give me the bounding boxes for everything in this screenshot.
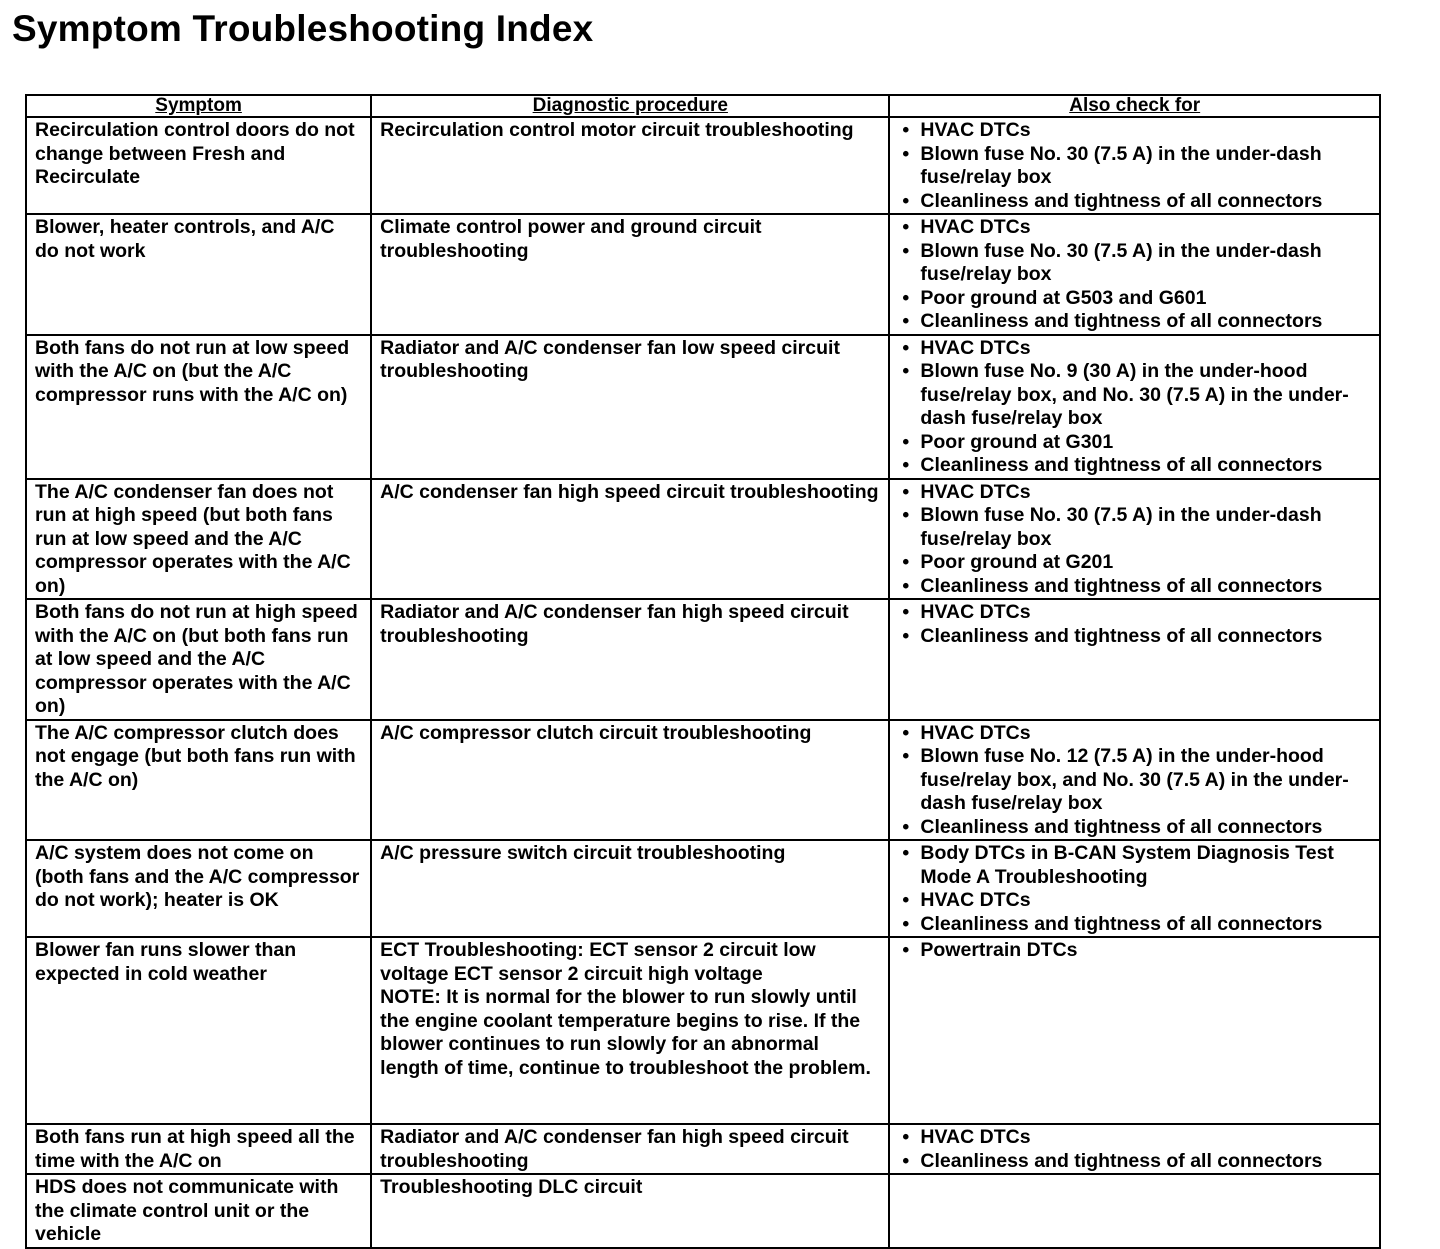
procedure-text: ECT Troubleshooting: ECT sensor 2 circuit low voltage ECT sensor 2 circuit high voltage bbox=[380, 939, 816, 985]
check-item: • Poor ground at G301 bbox=[898, 431, 1371, 455]
also-check-cell bbox=[889, 599, 1380, 720]
procedure-cell bbox=[371, 1124, 889, 1174]
symptom-cell: Both fans do not run at high speed with the A/C on (but both fans run at low speed and the A/C compressor operates with the A/C on) bbox=[26, 599, 371, 720]
procedure-cell bbox=[371, 117, 889, 214]
procedure-text: Recirculation control motor circuit troubleshooting bbox=[380, 119, 854, 141]
check-item: • HVAC DTCs bbox=[898, 481, 1371, 505]
symptom-cell: Both fans do not run at low speed with the A/C on (but the A/C compressor runs with the A/C on) bbox=[26, 335, 371, 479]
table-row bbox=[26, 937, 1380, 1124]
check-list bbox=[898, 1126, 1371, 1173]
also-check-cell bbox=[889, 335, 1380, 479]
table-row bbox=[26, 1174, 1380, 1248]
check-item: • Cleanliness and tightness of all connectors bbox=[898, 454, 1371, 478]
procedure-text: Radiator and A/C condenser fan high speed circuit troubleshooting bbox=[380, 1126, 849, 1172]
check-item: • HVAC DTCs bbox=[898, 119, 1371, 143]
table-row bbox=[26, 117, 1380, 214]
check-list bbox=[898, 119, 1371, 213]
check-item: • Poor ground at G201 bbox=[898, 551, 1371, 575]
symptom-cell: Recirculation control doors do not change between Fresh and Recirculate bbox=[26, 117, 371, 214]
table-row bbox=[26, 720, 1380, 841]
check-list bbox=[898, 601, 1371, 648]
also-check-cell bbox=[889, 479, 1380, 600]
procedure-cell bbox=[371, 214, 889, 335]
table-row bbox=[26, 599, 1380, 720]
also-check-cell bbox=[889, 117, 1380, 214]
procedure-cell bbox=[371, 720, 889, 841]
procedure-cell bbox=[371, 599, 889, 720]
header-procedure: Diagnostic procedure bbox=[371, 95, 889, 117]
check-item: • Powertrain DTCs bbox=[898, 939, 1371, 963]
header-symptom: Symptom bbox=[26, 95, 371, 117]
check-list bbox=[898, 842, 1371, 936]
procedure-text: A/C compressor clutch circuit troubleshooting bbox=[380, 721, 812, 744]
procedure-text: Climate control power and ground circuit troubleshooting bbox=[380, 216, 762, 262]
symptom-cell: Blower, heater controls, and A/C do not work bbox=[26, 214, 371, 335]
symptom-cell: Blower fan runs slower than expected in cold weather bbox=[26, 937, 371, 1124]
header-row bbox=[26, 95, 1380, 117]
check-item: • Blown fuse No. 9 (30 A) in the under-hood fuse/relay box, and No. 30 (7.5 A) in the under-dash fuse/relay box bbox=[898, 360, 1371, 431]
also-check-cell bbox=[889, 1124, 1380, 1174]
check-item: • Cleanliness and tightness of all connectors bbox=[898, 575, 1371, 599]
check-item: • Poor ground at G503 and G601 bbox=[898, 287, 1371, 311]
check-item: • Blown fuse No. 30 (7.5 A) in the under-dash fuse/relay box bbox=[898, 504, 1371, 551]
check-item: • Blown fuse No. 30 (7.5 A) in the under-dash fuse/relay box bbox=[898, 143, 1371, 190]
check-item: • HVAC DTCs bbox=[898, 337, 1371, 361]
table-row bbox=[26, 479, 1380, 600]
check-item: • Cleanliness and tightness of all connectors bbox=[898, 816, 1371, 840]
also-check-cell bbox=[889, 937, 1380, 1124]
check-list bbox=[898, 337, 1371, 478]
check-item: • Cleanliness and tightness of all connectors bbox=[898, 625, 1371, 649]
symptom-cell: Both fans run at high speed all the time with the A/C on bbox=[26, 1124, 371, 1174]
check-list bbox=[898, 216, 1371, 334]
check-item: • Blown fuse No. 30 (7.5 A) in the under-dash fuse/relay box bbox=[898, 240, 1371, 287]
page-title: Symptom Troubleshooting Index bbox=[12, 8, 594, 49]
check-list bbox=[898, 939, 1371, 963]
procedure-note: NOTE: It is normal for the blower to run slowly until the engine coolant temperature begins to rise. If the blower continues to run slowly for an abnormal length of time, continue to troubleshoot the problem. bbox=[380, 986, 871, 1079]
check-item: • HVAC DTCs bbox=[898, 601, 1371, 625]
check-item: • HVAC DTCs bbox=[898, 722, 1371, 746]
procedure-cell bbox=[371, 479, 889, 600]
check-item: • Body DTCs in B-CAN System Diagnosis Test Mode A Troubleshooting bbox=[898, 842, 1371, 889]
procedure-text: A/C pressure switch circuit troubleshooting bbox=[380, 842, 786, 864]
symptom-cell: A/C system does not come on (both fans and the A/C compressor do not work); heater is OK bbox=[26, 840, 371, 937]
check-item: • Cleanliness and tightness of all connectors bbox=[898, 190, 1371, 214]
check-item: • HVAC DTCs bbox=[898, 1126, 1371, 1150]
table-row bbox=[26, 335, 1380, 479]
table-row bbox=[26, 1124, 1380, 1174]
check-list bbox=[898, 481, 1371, 599]
also-check-cell bbox=[889, 214, 1380, 335]
check-item: • Cleanliness and tightness of all connectors bbox=[898, 310, 1371, 334]
header-also-check: Also check for bbox=[889, 95, 1380, 117]
procedure-text: A/C condenser fan high speed circuit troubleshooting bbox=[380, 480, 879, 503]
check-item: • Cleanliness and tightness of all connectors bbox=[898, 913, 1371, 937]
procedure-text: Radiator and A/C condenser fan low speed circuit troubleshooting bbox=[380, 336, 840, 382]
also-check-cell bbox=[889, 840, 1380, 937]
also-check-cell bbox=[889, 1174, 1380, 1248]
procedure-cell bbox=[371, 840, 889, 937]
procedure-text: Radiator and A/C condenser fan high speed circuit troubleshooting bbox=[380, 601, 849, 647]
procedure-text: Troubleshooting DLC circuit bbox=[380, 1176, 643, 1198]
check-list bbox=[898, 722, 1371, 840]
table-row bbox=[26, 840, 1380, 937]
table-row bbox=[26, 214, 1380, 335]
check-item: • Cleanliness and tightness of all connectors bbox=[898, 1150, 1371, 1174]
check-item: • HVAC DTCs bbox=[898, 216, 1371, 240]
check-item: • HVAC DTCs bbox=[898, 889, 1371, 913]
also-check-cell bbox=[889, 720, 1380, 841]
symptom-cell: The A/C compressor clutch does not engage (but both fans run with the A/C on) bbox=[26, 720, 371, 841]
symptom-cell: The A/C condenser fan does not run at high speed (but both fans run at low speed and the A/C compressor operates with the A/C on) bbox=[26, 479, 371, 600]
procedure-cell bbox=[371, 937, 889, 1124]
procedure-cell bbox=[371, 1174, 889, 1248]
symptom-index-table bbox=[25, 94, 1381, 1249]
check-item: • Blown fuse No. 12 (7.5 A) in the under-hood fuse/relay box, and No. 30 (7.5 A) in the under-dash fuse/relay box bbox=[898, 745, 1371, 816]
procedure-cell bbox=[371, 335, 889, 479]
symptom-cell: HDS does not communicate with the climate control unit or the vehicle bbox=[26, 1174, 371, 1248]
